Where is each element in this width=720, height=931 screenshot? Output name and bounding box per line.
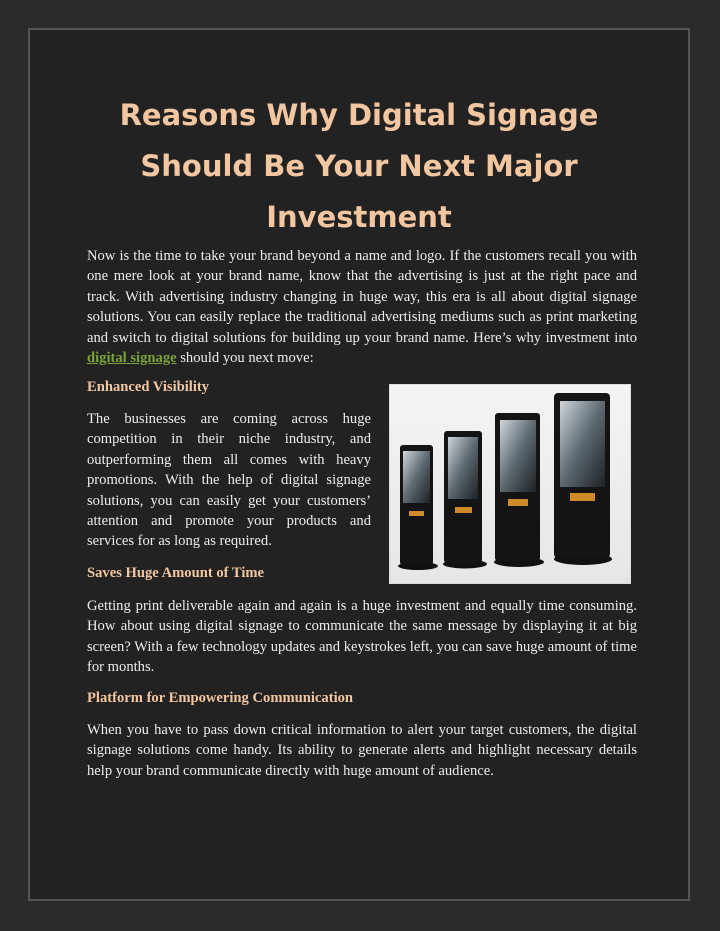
kiosk-2 — [443, 431, 487, 569]
title-line-1: Reasons Why Digital Signage — [119, 98, 599, 132]
digital-signage-link[interactable]: digital signage — [87, 350, 177, 367]
section-heading-saves-time: Saves Huge Amount of Time — [87, 565, 265, 581]
title-line-3: Investment — [266, 200, 452, 234]
section-body-saves-time: Getting print deliverable again and again is a huge investment and equally time consuming. How about using digital signage to communicate the same message by displaying it at big screen? With a few technology updates and keystrokes left, you can save huge amount of time for months. — [87, 598, 637, 676]
kiosks-illustration — [390, 385, 630, 583]
intro-text-after-link: should you next move: — [176, 350, 314, 367]
section-heading-enhanced-visibility: Enhanced Visibility — [87, 379, 210, 395]
title-line-2: Should Be Your Next Major — [140, 149, 578, 183]
intro-paragraph — [87, 246, 637, 368]
kiosk-1 — [398, 445, 438, 570]
kiosk-4 — [554, 393, 612, 565]
section-body-enhanced-visibility: The businesses are coming across huge competition in their niche industry, and outperforming them all comes with heavy promotions. With the help of digital signage solutions, you can easily get your customers’ attention and promote your products and services for as long as required. — [87, 411, 371, 550]
intro-text-before-link: Now is the time to take your brand beyond a name and logo. If the customers recall you with one mere look at your brand name, know that the advertising is just at the right pace and track. With advertising industry changing in huge way, this era is all about digital signage solutions. You can easily replace the traditional advertising mediums such as print marketing and switch to digital solutions for building up your brand name. Here’s why investment into — [87, 248, 637, 346]
section-heading-communication: Platform for Empowering Communication — [87, 690, 354, 706]
kiosk-3 — [494, 413, 544, 567]
digital-signage-kiosks-image — [389, 384, 631, 584]
document-title — [30, 90, 688, 243]
document-page — [28, 28, 690, 901]
section-body-communication: When you have to pass down critical information to alert your target customers, the digital signage solutions come handy. Its ability to generate alerts and highlight necessary details help your brand communicate directly with huge amount of audience. — [87, 722, 637, 779]
